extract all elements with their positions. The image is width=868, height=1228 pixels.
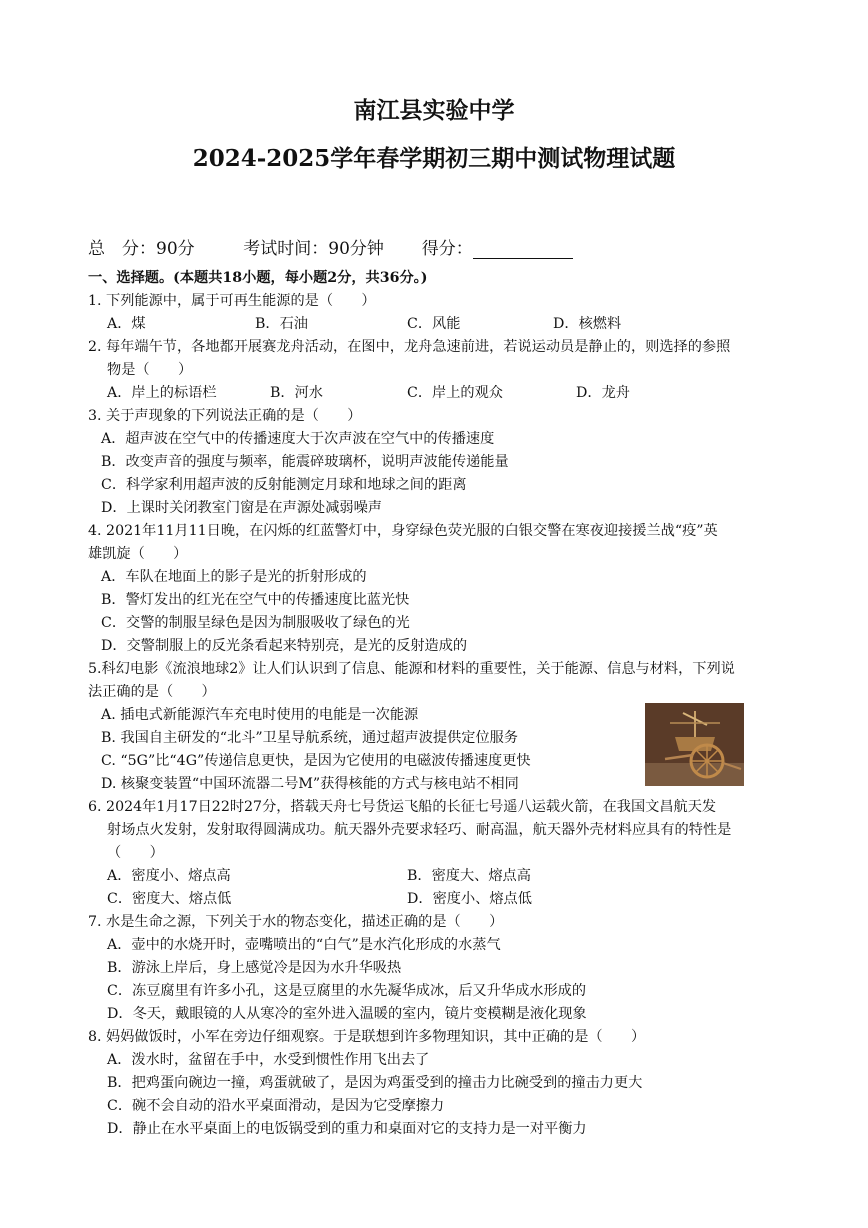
question-6-stem-cont: 射场点火发射，发射取得圆满成功。航天器外壳要求轻巧、耐高温，航天器外壳材料应具有的特性是 xyxy=(107,822,732,838)
exam-title: 2024-2025学年春学期初三期中测试物理试题 xyxy=(192,145,676,172)
exam-time: 考试时间：90分钟 xyxy=(243,239,384,259)
question-2-option-d: D．龙舟 xyxy=(576,385,630,401)
question-8-option-a: A．泼水时，盆留在手中，水受到惯性作用飞出去了 xyxy=(107,1052,430,1068)
score-label: 得分： xyxy=(421,239,473,259)
question-3-option-a: A．超声波在空气中的传播速度大于次声波在空气中的传播速度 xyxy=(101,431,495,447)
question-4-option-c: C．交警的制服呈绿色是因为制服吸收了绿色的光 xyxy=(101,615,410,631)
question-6-option-c: C．密度大、熔点低 xyxy=(107,891,232,907)
question-7-stem: 7. 水是生命之源，下列关于水的物态变化，描述正确的是（ ） xyxy=(88,914,504,930)
question-1-option-d: D．核燃料 xyxy=(553,316,622,332)
question-1-option-c: C．风能 xyxy=(407,316,461,332)
question-2-stem-cont: 物是（ ） xyxy=(107,362,193,378)
school-title: 南江县实验中学 xyxy=(353,97,515,124)
question-6-stem-cont2: （ ） xyxy=(107,845,164,861)
question-8-stem: 8. 妈妈做饭时，小军在旁边仔细观察。于是联想到许多物理知识，其中正确的是（ ） xyxy=(88,1029,646,1045)
question-4-stem-cont: 雄凯旋（ ） xyxy=(88,546,188,562)
chariot-illustration xyxy=(645,703,744,786)
question-3-option-b: B．改变声音的强度与频率，能震碎玻璃杯，说明声波能传递能量 xyxy=(101,454,509,470)
question-5-stem-cont: 法正确的是（ ） xyxy=(88,684,216,700)
question-5-stem: 5.科幻电影《流浪地球2》让人们认识到了信息、能源和材料的重要性，关于能源、信息与材料，下列说 xyxy=(88,661,735,677)
question-4-option-d: D．交警制服上的反光条看起来特别亮，是光的反射造成的 xyxy=(101,638,468,654)
question-3-option-c: C．科学家利用超声波的反射能测定月球和地球之间的距离 xyxy=(101,477,467,493)
section-heading: 一、选择题。(本题共18小题，每小题2分，共36分。) xyxy=(88,270,428,286)
question-2-option-a: A．岸上的标语栏 xyxy=(107,385,217,401)
question-5-option-b: B. 我国自主研发的“北斗”卫星导航系统，通过超声波提供定位服务 xyxy=(101,730,519,746)
question-7-option-c: C．冻豆腐里有许多小孔，这是豆腐里的水先凝华成冰，后又升华成水形成的 xyxy=(107,983,587,999)
question-1-stem: 1. 下列能源中，属于可再生能源的是（ ） xyxy=(88,293,376,309)
question-3-stem: 3. 关于声现象的下列说法正确的是（ ） xyxy=(88,408,362,424)
question-4-option-b: B．警灯发出的红光在空气中的传播速度比蓝光快 xyxy=(101,592,410,608)
chariot-model-photo xyxy=(645,703,744,786)
question-4-stem: 4. 2021年11月11日晚，在闪烁的红蓝警灯中，身穿绿色荧光服的白银交警在寒夜迎接援兰战“疫”英 xyxy=(88,523,718,539)
question-5-option-c: C. “5G”比“4G”传递信息更快，是因为它使用的电磁波传播速度更快 xyxy=(101,753,531,769)
question-7-option-a: A．壶中的水烧开时，壶嘴喷出的“白气”是水汽化形成的水蒸气 xyxy=(107,937,501,953)
question-7-option-d: D．冬天，戴眼镜的人从寒冷的室外进入温暖的室内，镜片变模糊是液化现象 xyxy=(107,1006,587,1022)
question-5-option-a: A. 插电式新能源汽车充电时使用的电能是一次能源 xyxy=(101,707,419,723)
question-8-option-c: C．碗不会自动的沿水平桌面滑动，是因为它受摩擦力 xyxy=(107,1098,445,1114)
question-5-option-d: D. 核聚变装置“中国环流器二号M”获得核能的方式与核电站不相同 xyxy=(101,776,519,792)
question-2-option-c: C．岸上的观众 xyxy=(407,385,503,401)
exam-meta xyxy=(88,234,573,259)
total-score: 总 分：90分 xyxy=(88,239,195,259)
question-2-stem: 2. 每年端午节，各地都开展赛龙舟活动，在图中，龙舟急速前进，若说运动员是静止的，则选择的参照 xyxy=(88,339,731,355)
question-4-option-a: A．车队在地面上的影子是光的折射形成的 xyxy=(101,569,367,585)
question-1-option-a: A．煤 xyxy=(107,316,146,332)
question-2-option-b: B．河水 xyxy=(270,385,323,401)
question-8-option-d: D．静止在水平桌面上的电饭锅受到的重力和桌面对它的支持力是一对平衡力 xyxy=(107,1121,587,1137)
question-1-option-b: B．石油 xyxy=(255,316,308,332)
question-3-option-d: D．上课时关闭教室门窗是在声源处减弱噪声 xyxy=(101,500,382,516)
score-blank xyxy=(473,240,573,259)
question-8-option-b: B．把鸡蛋向碗边一撞，鸡蛋就破了，是因为鸡蛋受到的撞击力比碗受到的撞击力更大 xyxy=(107,1075,643,1091)
question-7-option-b: B．游泳上岸后，身上感觉冷是因为水升华吸热 xyxy=(107,960,402,976)
question-6-option-a: A．密度小、熔点高 xyxy=(107,868,231,884)
question-6-stem: 6. 2024年1月17日22时27分，搭载天舟七号货运飞船的长征七号遥八运载火箭，在我国文昌航天发 xyxy=(88,799,717,815)
question-6-option-b: B．密度大、熔点高 xyxy=(407,868,531,884)
question-6-option-d: D．密度小、熔点低 xyxy=(407,891,532,907)
